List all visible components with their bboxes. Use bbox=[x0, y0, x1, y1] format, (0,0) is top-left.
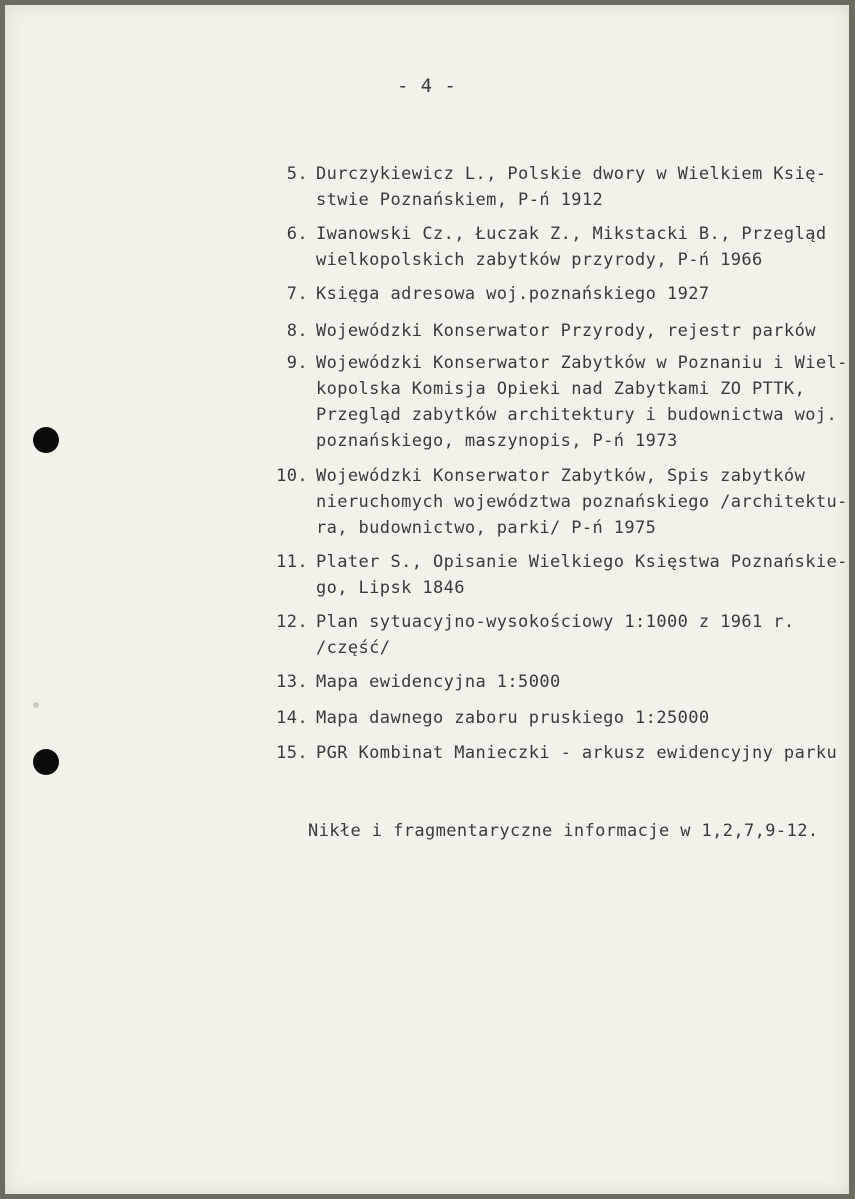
entry-text-line: PGR Kombinat Manieczki - arkusz ewidencyjny parku bbox=[316, 743, 838, 763]
entry-text-line: Przegląd zabytków architektury i budownictwa woj. bbox=[316, 405, 838, 425]
entry-text-line: go, Lipsk 1846 bbox=[316, 578, 465, 598]
footnote-text: Nikłe i fragmentaryczne informacje w 1,2,7,9-12. bbox=[308, 821, 819, 841]
entry-text-line: Durczykiewicz L., Polskie dwory w Wielkiem Księ- bbox=[316, 164, 827, 184]
entry-number: 8. bbox=[286, 321, 308, 341]
entry-text-line: Iwanowski Cz., Łuczak Z., Mikstacki B., Przegląd bbox=[316, 224, 827, 244]
entry-text-line: nieruchomych województwa poznańskiego /architektu- bbox=[316, 492, 848, 512]
document-page bbox=[5, 5, 849, 1194]
entry-number: 12. bbox=[276, 612, 308, 632]
page-number: - 4 - bbox=[397, 75, 457, 97]
entry-text-line: Wojewódzki Konserwator Przyrody, rejestr parków bbox=[316, 321, 816, 341]
entry-text-line: poznańskiego, maszynopis, P-ń 1973 bbox=[316, 431, 678, 451]
entry-number: 6. bbox=[286, 224, 308, 244]
paper-smudge bbox=[33, 702, 39, 708]
entry-number: 10. bbox=[276, 466, 308, 486]
punch-hole-bottom bbox=[33, 749, 59, 775]
entry-number: 7. bbox=[286, 284, 308, 304]
entry-text-line: Mapa ewidencyjna 1:5000 bbox=[316, 672, 561, 692]
entry-number: 15. bbox=[276, 743, 308, 763]
entry-number: 9. bbox=[286, 353, 308, 373]
entry-number: 11. bbox=[276, 552, 308, 572]
entry-text-line: Plan sytuacyjno-wysokościowy 1:1000 z 1961 r. bbox=[316, 612, 795, 632]
punch-hole-top bbox=[33, 427, 59, 453]
entry-text-line: kopolska Komisja Opieki nad Zabytkami ZO PTTK, bbox=[316, 379, 806, 399]
entry-number: 13. bbox=[276, 672, 308, 692]
entry-number: 14. bbox=[276, 708, 308, 728]
entry-text-line: Księga adresowa woj.poznańskiego 1927 bbox=[316, 284, 710, 304]
entry-text-line: Plater S., Opisanie Wielkiego Księstwa Poznańskie- bbox=[316, 552, 848, 572]
entry-text-line: stwie Poznańskiem, P-ń 1912 bbox=[316, 190, 604, 210]
entry-text-line: /część/ bbox=[316, 638, 391, 658]
entry-text-line: Wojewódzki Konserwator Zabytków, Spis zabytków bbox=[316, 466, 806, 486]
entry-text-line: ra, budownictwo, parki/ P-ń 1975 bbox=[316, 518, 657, 538]
entry-text-line: Mapa dawnego zaboru pruskiego 1:25000 bbox=[316, 708, 710, 728]
entry-number: 5. bbox=[286, 164, 308, 184]
entry-text-line: Wojewódzki Konserwator Zabytków w Poznaniu i Wiel- bbox=[316, 353, 848, 373]
entry-text-line: wielkopolskich zabytków przyrody, P-ń 1966 bbox=[316, 250, 763, 270]
